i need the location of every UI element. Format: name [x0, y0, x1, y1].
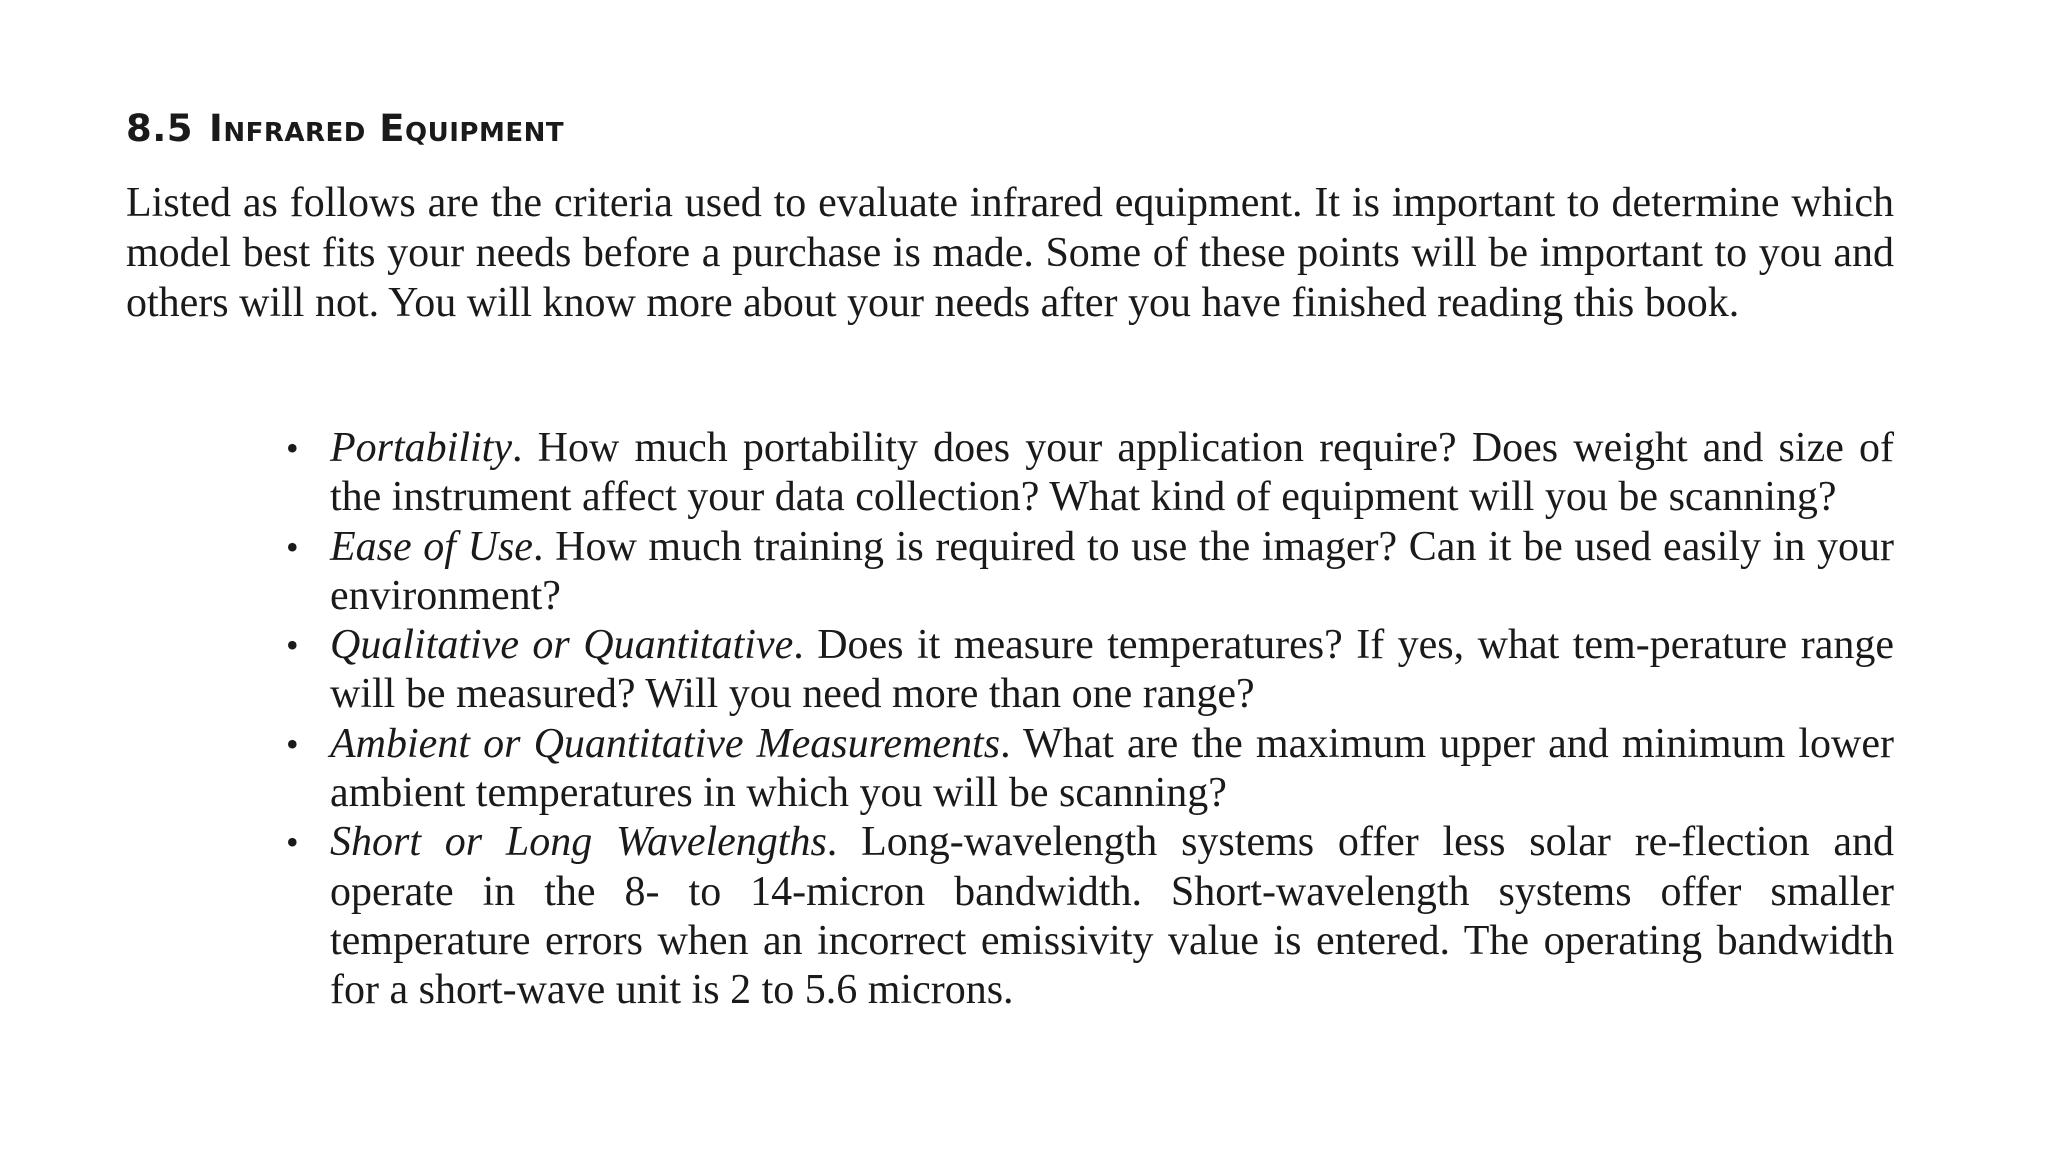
bullet-icon: •: [286, 723, 299, 764]
criteria-term: Short or Long Wavelengths: [330, 819, 827, 866]
section-heading: [126, 104, 564, 154]
criteria-text: . What are the maximum upper and minimum lower ambient temperatures in which you will be scanning?: [330, 720, 1895, 817]
intro-paragraph: Listed as follows are the criteria used to evaluate infrared equipment. It is important to determine which model best fits your needs before a purchase is made. Some of these points will be important to you and others will not. You will know more about your needs after you have finished reading this book.: [126, 180, 1894, 326]
criteria-item-wavelengths: [286, 818, 1894, 1015]
criteria-term: Portability: [330, 425, 512, 471]
criteria-term: Ambient or Quantitative Measurements: [330, 720, 1001, 767]
criteria-item-qualitative-quantitative: [286, 621, 1895, 720]
criteria-item-ambient-measurements: [286, 720, 1895, 819]
criteria-text: . How much portability does your application require? Does weight and size of the instrument affect your data collection? What kind of equipment will you be scanning?: [330, 425, 1894, 521]
criteria-text: . How much training is required to use the imager? Can it be used easily in your environment?: [330, 523, 1894, 619]
criteria-list: [286, 424, 1895, 1016]
section-number: 8.5: [126, 107, 194, 150]
criteria-text: . Long-wavelength systems offer less solar re-flection and operate in the 8- to 14-micron bandwidth. Short-wavelength systems offer smaller temperature errors when an incorrect emissivity value is entered. The operating bandwidth for a short-wave unit is 2 to 5.6 microns.: [330, 819, 1894, 1014]
criteria-term: Ease of Use: [330, 523, 533, 570]
bullet-icon: •: [286, 822, 299, 863]
criteria-text: . Does it measure temperatures? If yes, what tem-perature range will be measured? Will you need more than one range?: [330, 622, 1895, 718]
criteria-term: Qualitative or Quantitative: [330, 622, 794, 669]
bullet-icon: •: [286, 526, 299, 567]
criteria-item-ease-of-use: [286, 523, 1894, 622]
criteria-item-portability: [286, 424, 1894, 523]
bullet-icon: •: [286, 625, 299, 666]
section-title: Infrared Equipment: [209, 107, 565, 150]
bullet-icon: •: [286, 428, 299, 468]
